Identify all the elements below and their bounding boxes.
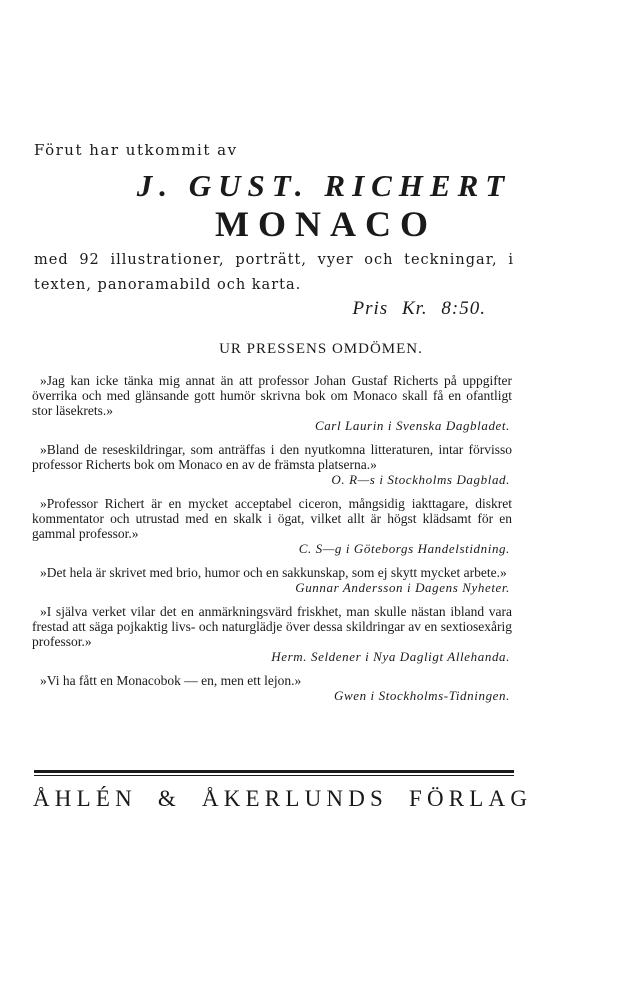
review-quote: »Bland de reseskildringar, som anträffas i den nyutkomna litteraturen, intar förvisso professor Richerts bok om Monaco en av de främsta platserna.» [32,442,512,472]
publisher-name: ÅHLÉN & ÅKERLUNDS FÖRLAG [33,786,533,811]
review-source: C. S—g i Göteborgs Handelstidning. [298,541,510,556]
review-source: O. R—s i Stockholms Dagblad. [331,472,510,487]
review-quote: »Vi ha fått en Monacobok — en, men ett lejon.» [40,673,302,688]
review-item [32,673,512,704]
review-item [32,496,512,557]
review-item [32,442,512,488]
reviews-heading: UR PRESSENS OMDÖMEN. [219,341,423,357]
divider-thin [34,775,514,776]
review-item [32,565,512,596]
review-quote: »Det hela är skrivet med brio, humor och en sakkunskap, som ej skytt mycket arbete.» [40,565,507,580]
price: Pris Kr. 8:50. [352,298,486,319]
reviews-list [32,373,512,712]
author-name: J. GUST. RICHERT [136,168,512,203]
review-item [32,373,512,434]
intro-line: Förut har utkommit av [34,141,238,159]
review-source: Carl Laurin i Svenska Dagbladet. [314,418,510,433]
review-quote: »Professor Richert är en mycket acceptabel ciceron, mångsidig iakttagare, diskret kommentator och utrustad med en skalk i ögat, vilket allt är högst klädsamt för en gammal professor.» [32,496,512,541]
review-source: Herm. Seldener i Nya Dagligt Allehanda. [271,649,510,664]
review-source: Gwen i Stockholms-Tidningen. [333,688,510,703]
divider-thick [34,770,514,773]
review-quote: »Jag kan icke tänka mig annat än att professor Johan Gustaf Richerts på uppgifter överrika och med glänsande gott humör skrivna bok om Monaco skall få en ofantligt stor läsekrets.» [32,373,512,418]
review-source: Gunnar Andersson i Dagens Nyheter. [295,580,510,595]
review-quote: »I själva verket vilar det en anmärkningsvärd friskhet, man skulle nästan ibland vara frestad att säga pojkaktig livs- och naturglädje över dessa skildringar av en sextiosexårig professor.» [32,604,512,649]
review-item [32,604,512,665]
book-title: MONACO [215,204,437,244]
book-description: med 92 illustrationer, porträtt, vyer och teckningar, i texten, panoramabild och karta. [34,252,514,293]
